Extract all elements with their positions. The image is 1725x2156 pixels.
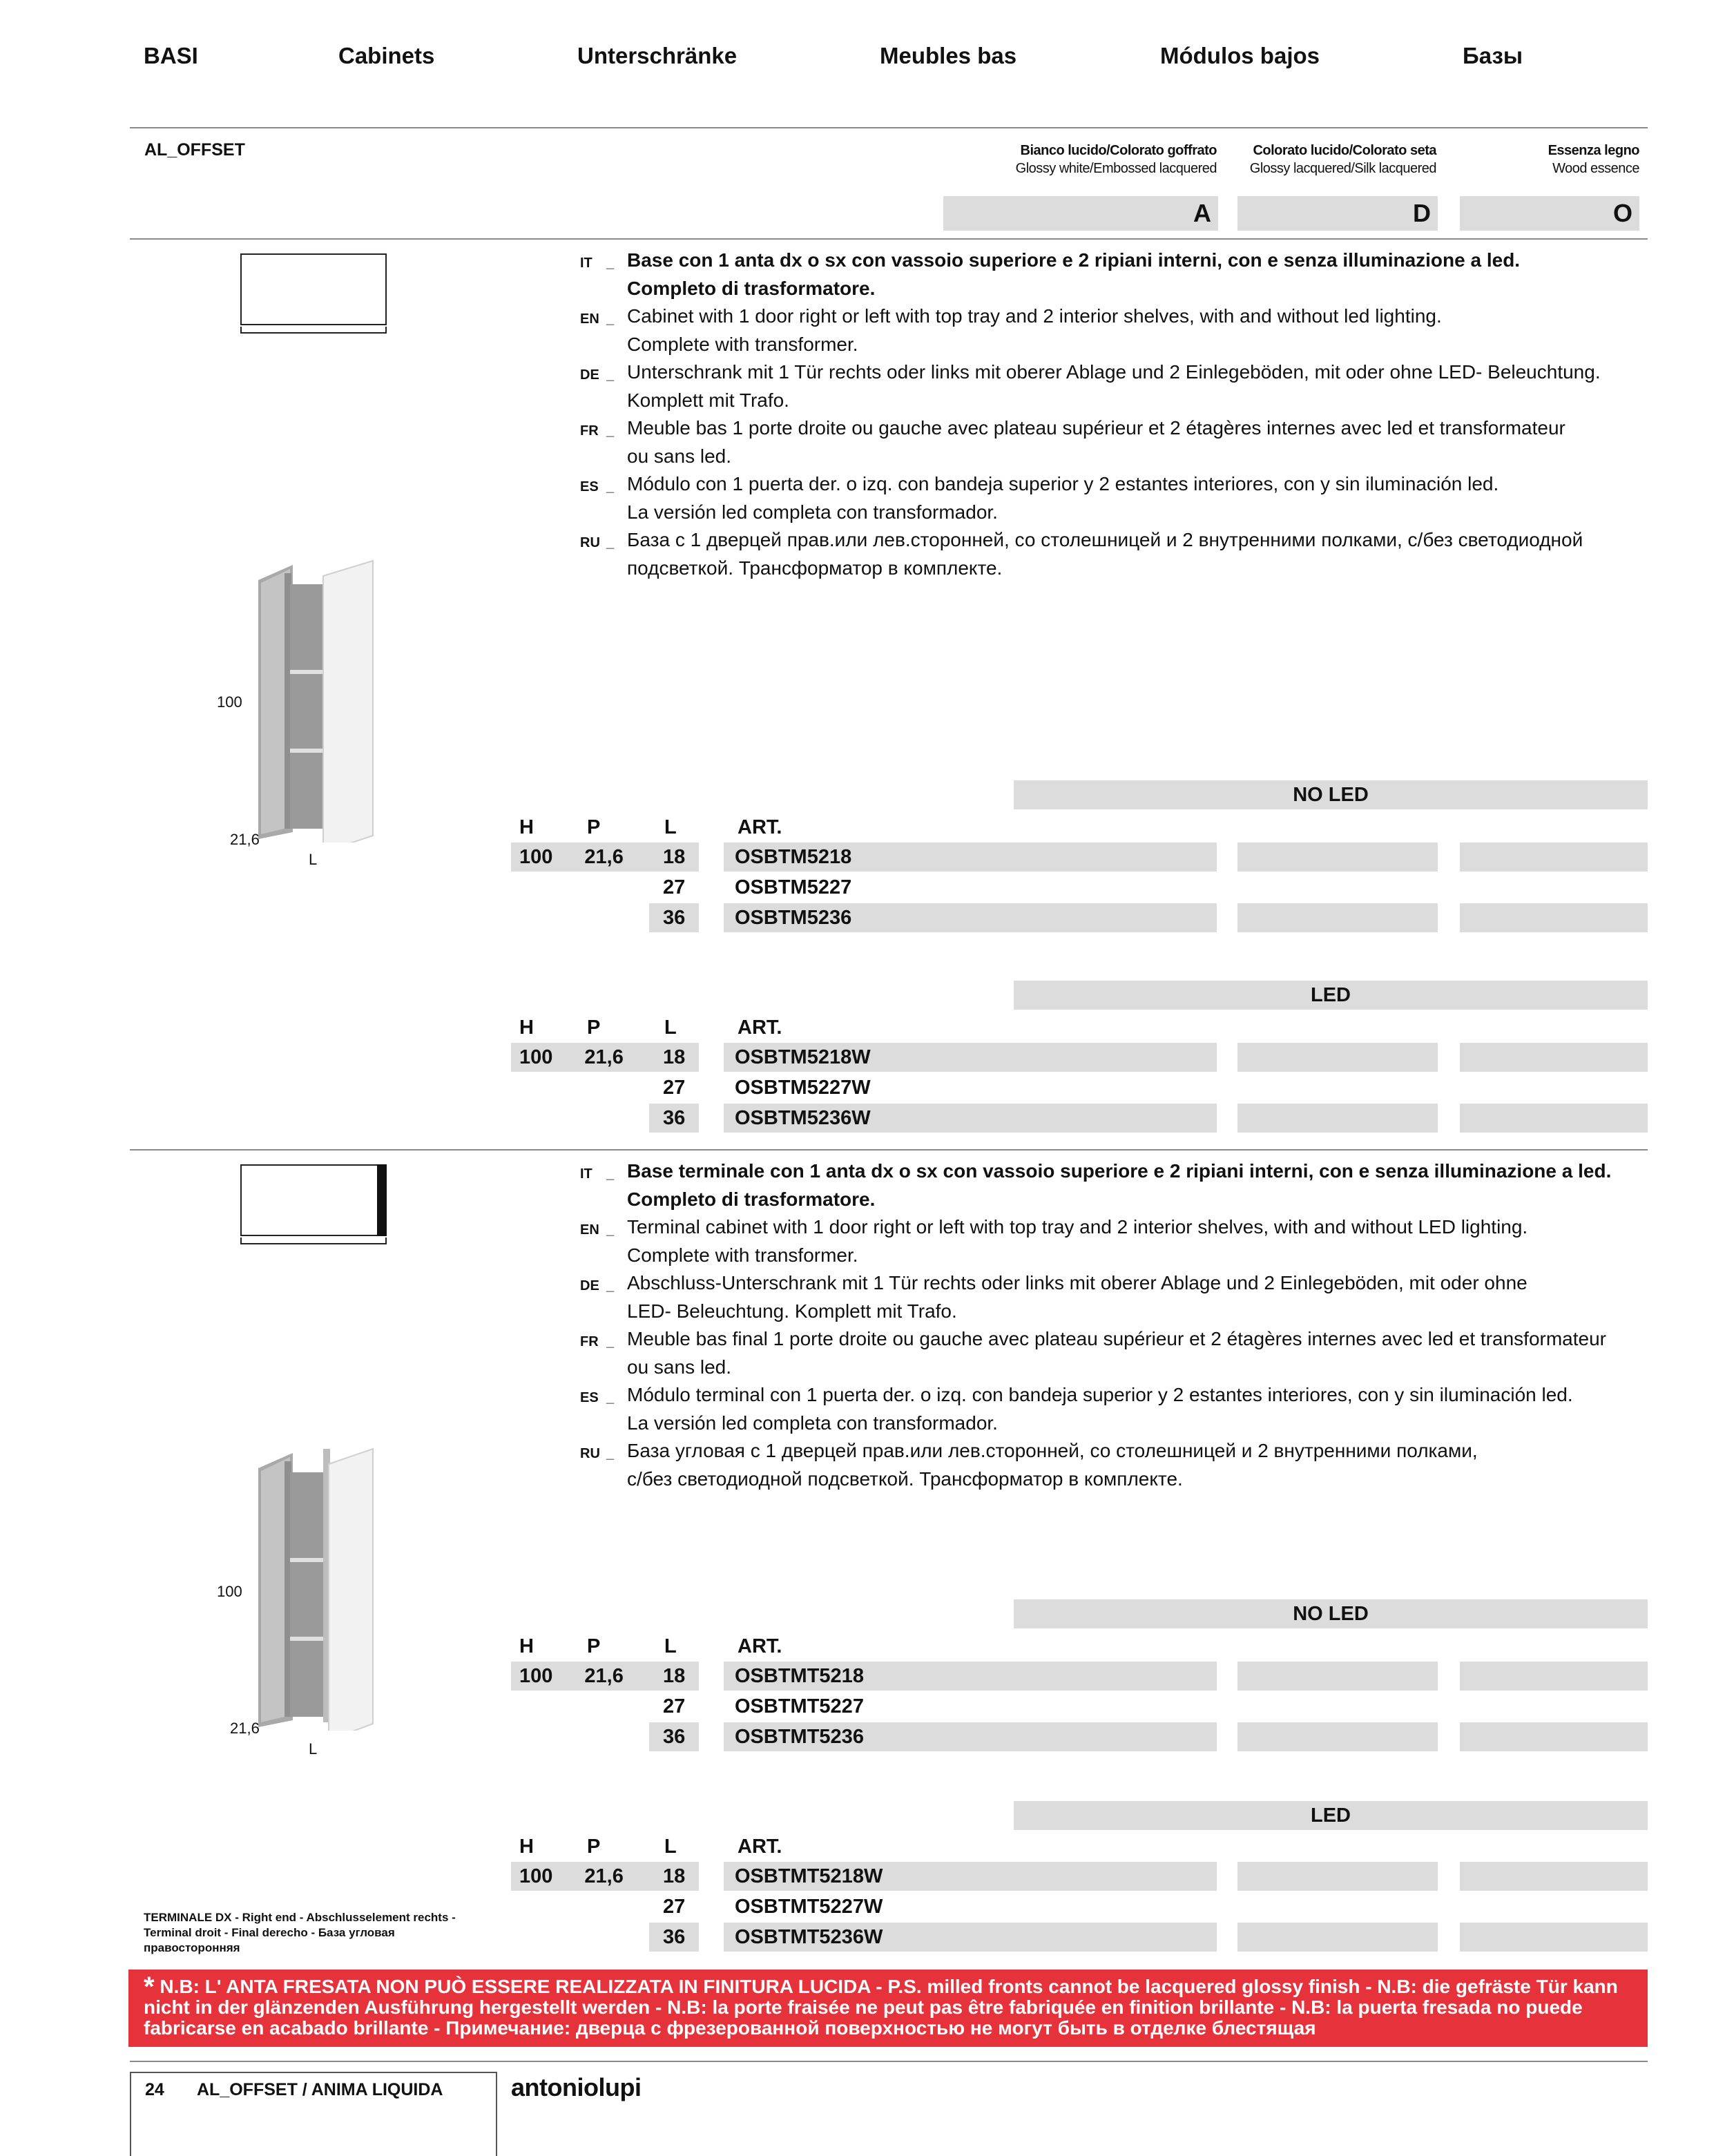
table-cell-l: 27 — [663, 1077, 686, 1099]
finish-code-a: A — [943, 196, 1218, 231]
table-cell-art: OSBTM5227W — [735, 1077, 871, 1099]
page-number: 24 — [145, 2080, 164, 2099]
table-cell-l: 18 — [649, 1662, 699, 1691]
table-cell-d — [1237, 1104, 1438, 1133]
finish-code-d: D — [1237, 196, 1438, 231]
th-h: H — [519, 1836, 534, 1858]
cabinet-illustration-1 — [251, 559, 376, 843]
table-cell-art: OSBTM5227 — [735, 876, 852, 898]
table-cell-h: 100 21,6 — [511, 1043, 649, 1072]
table-cell-o — [1460, 1923, 1648, 1952]
th-p: P — [587, 1017, 601, 1039]
th-p: P — [587, 816, 601, 838]
table-cell-art: OSBTMT5236 — [724, 1722, 1217, 1751]
th-art: ART. — [738, 1017, 782, 1039]
brand-logo: antoniolupi — [511, 2073, 642, 2101]
table-cell-o — [1460, 1662, 1648, 1691]
table-cell-d — [1237, 1722, 1438, 1751]
finish-a-label: Bianco lucido/Colorato goffrato Glossy white/Embossed lacquered — [1015, 143, 1217, 176]
section-tag: AL_OFFSET — [144, 140, 245, 160]
product-2-descriptions: IT _ Base terminale con 1 anta dx o sx con vassoio superiore e 2 ripiani interni, con e senza illuminazione a led. Completo di trasformatore. EN _ Terminal cabinet with 1 door right or left with top tray and 2 interior shelves, with and without LED lighting. Complete with transformer. DE _ Abschluss-Unterschrank mit 1 Tür rechts oder links mit oberer Ablage und 2 Einlegeböden, mit oder ohne LED- Beleuchtung. Komplett mit Trafo. FR _ Meuble bas final 1 porte droite ou gauche avec plateau supérieur et 2 étagères internes avec led et transformateur ou sans led. ES _ Módulo terminal con 1 puerta der. o izq. con bandeja superior y 2 estantes interiores, con y sin iluminación led. La versión led completa con transformador. RU _ База угловая с 1 дверцей прав.или лев.сторонней, со столешницей и 2 внутренними полками, с/без светодиодной подсветкой. Трансформатор в комплекте. — [580, 1160, 1612, 1490]
band-led-1: LED — [1014, 981, 1648, 1010]
dim-l-2: L — [309, 1740, 318, 1758]
finish-d-label: Colorato lucido/Colorato seta Glossy lacquered/Silk lacquered — [1249, 143, 1436, 176]
table-cell-l: 36 — [649, 903, 699, 932]
table-cell-l: 36 — [649, 1923, 699, 1952]
table-cell-o — [1460, 843, 1648, 872]
plan-diagram-2 — [240, 1164, 387, 1236]
section-rule-2 — [130, 1149, 1648, 1151]
table-cell-l: 36 — [649, 1722, 699, 1751]
table-cell-art: OSBTM5236W — [724, 1104, 1217, 1133]
table-cell-o — [1460, 903, 1648, 932]
table-cell-d — [1237, 1923, 1438, 1952]
th-art: ART. — [738, 1836, 782, 1858]
table-cell-art: OSBTMT5227 — [735, 1695, 864, 1717]
table-cell-h: 100 21,6 — [511, 1862, 649, 1891]
table-cell-art: OSBTM5236 — [724, 903, 1217, 932]
table-cell-d — [1237, 1043, 1438, 1072]
table-cell-o — [1460, 1043, 1648, 1072]
th-l: L — [664, 1836, 677, 1858]
table-cell-l: 18 — [649, 843, 699, 872]
table-cell-l: 27 — [663, 1695, 686, 1717]
plan-diagram-1 — [240, 253, 387, 325]
dim-h-1: 100 — [217, 693, 242, 711]
table-cell-l: 27 — [663, 876, 686, 898]
th-art: ART. — [738, 1635, 782, 1657]
table-cell-art: OSBTMT5236W — [724, 1923, 1217, 1952]
header-de: Unterschränke — [577, 43, 738, 68]
table-cell-l: 27 — [663, 1896, 686, 1918]
warning-text: N.B: L' ANTA FRESATA NON PUÒ ESSERE REALIZZATA IN FINITURA LUCIDA - P.S. milled fronts cannot be lacquered glossy finish - N.B: die gefräste Tür kann nicht in der glänzenden Ausführung hergestellt werden - N.B: la porte fraisée ne peut pas être fabriquée en finition brillante - N.B: la puerta fresada no puede fabricarse en acabado brillante - Примечание: дверца с фрезерованной поверхностью не могут быть в отделке блестящая — [144, 1976, 1618, 2039]
table-cell-art: OSBTM5218 — [724, 843, 1217, 872]
table-cell-h: 100 21,6 — [511, 1662, 649, 1691]
table-cell-art: OSBTMT5218 — [724, 1662, 1217, 1691]
th-h: H — [519, 1017, 534, 1039]
table-cell-art: OSBTM5218W — [724, 1043, 1217, 1072]
footer-rule — [130, 2061, 1648, 2062]
table-cell-d — [1237, 1862, 1438, 1891]
table-cell-l: 36 — [649, 1104, 699, 1133]
table-cell-d — [1237, 1662, 1438, 1691]
band-led-2: LED — [1014, 1801, 1648, 1830]
header-es: Módulos bajos — [1160, 43, 1320, 68]
footer-title: AL_OFFSET / ANIMA LIQUIDA — [197, 2080, 443, 2099]
table-cell-l: 18 — [649, 1043, 699, 1072]
th-h: H — [519, 1635, 534, 1657]
milled-front-warning — [128, 1970, 1648, 2047]
product-1-descriptions: IT _ Base con 1 anta dx o sx con vassoio superiore e 2 ripiani interni, con e senza illuminazione a led. Completo di trasformatore. EN _ Cabinet with 1 door right or left with top tray and 2 interior shelves, with and without led lighting. Complete with transformer. DE _ Unterschrank mit 1 Tür rechts oder links mit oberer Ablage und 2 Einlegeböden, mit oder ohne LED- Beleuchtung. Komplett mit Trafo. FR _ Meuble bas 1 porte droite ou gauche avec plateau supérieur et 2 étagères internes avec led et transformateur ou sans led. ES _ Módulo con 1 puerta der. o izq. con bandeja superior y 2 estantes interiores, con y sin iluminación led. La versión led completa con transformador. RU _ База с 1 дверцей прав.или лев.сторонней, со столешницей и 2 внутренними полками, с/без светодиодной подсветкой. Трансформатор в комплекте. — [580, 249, 1601, 579]
th-l: L — [664, 816, 677, 838]
table-cell-l: 18 — [649, 1862, 699, 1891]
header-ru: Базы — [1463, 43, 1523, 68]
dim-p-2: 21,6 — [230, 1720, 260, 1737]
header-rule — [130, 127, 1648, 128]
dim-l-1: L — [309, 851, 318, 868]
asterisk-icon: * — [144, 1972, 155, 2002]
table-cell-o — [1460, 1862, 1648, 1891]
header-fr: Meubles bas — [880, 43, 1017, 68]
band-no-led-2: NO LED — [1014, 1599, 1648, 1628]
section-rule-1 — [130, 238, 1648, 240]
band-no-led-1: NO LED — [1014, 780, 1648, 809]
th-l: L — [664, 1635, 677, 1657]
header-it: BASI — [144, 43, 198, 68]
finish-code-o: O — [1460, 196, 1639, 231]
table-cell-d — [1237, 843, 1438, 872]
dim-h-2: 100 — [217, 1583, 242, 1600]
th-h: H — [519, 816, 534, 838]
table-cell-o — [1460, 1722, 1648, 1751]
table-cell-d — [1237, 903, 1438, 932]
th-art: ART. — [738, 816, 782, 838]
th-p: P — [587, 1836, 601, 1858]
cabinet-illustration-2 — [251, 1447, 376, 1731]
terminal-end-note: TERMINALE DX - Right end - Abschlusselement rechts - Terminal droit - Final derecho - База угловая правосторонняя — [144, 1911, 456, 1954]
header-en: Cabinets — [338, 43, 435, 68]
table-cell-o — [1460, 1104, 1648, 1133]
table-cell-h: 100 21,6 — [511, 843, 649, 872]
th-p: P — [587, 1635, 601, 1657]
table-cell-art: OSBTMT5227W — [735, 1896, 883, 1918]
finish-o-label: Essenza legno Wood essence — [1548, 143, 1639, 176]
table-cell-art: OSBTMT5218W — [724, 1862, 1217, 1891]
dim-p-1: 21,6 — [230, 831, 260, 848]
th-l: L — [664, 1017, 677, 1039]
